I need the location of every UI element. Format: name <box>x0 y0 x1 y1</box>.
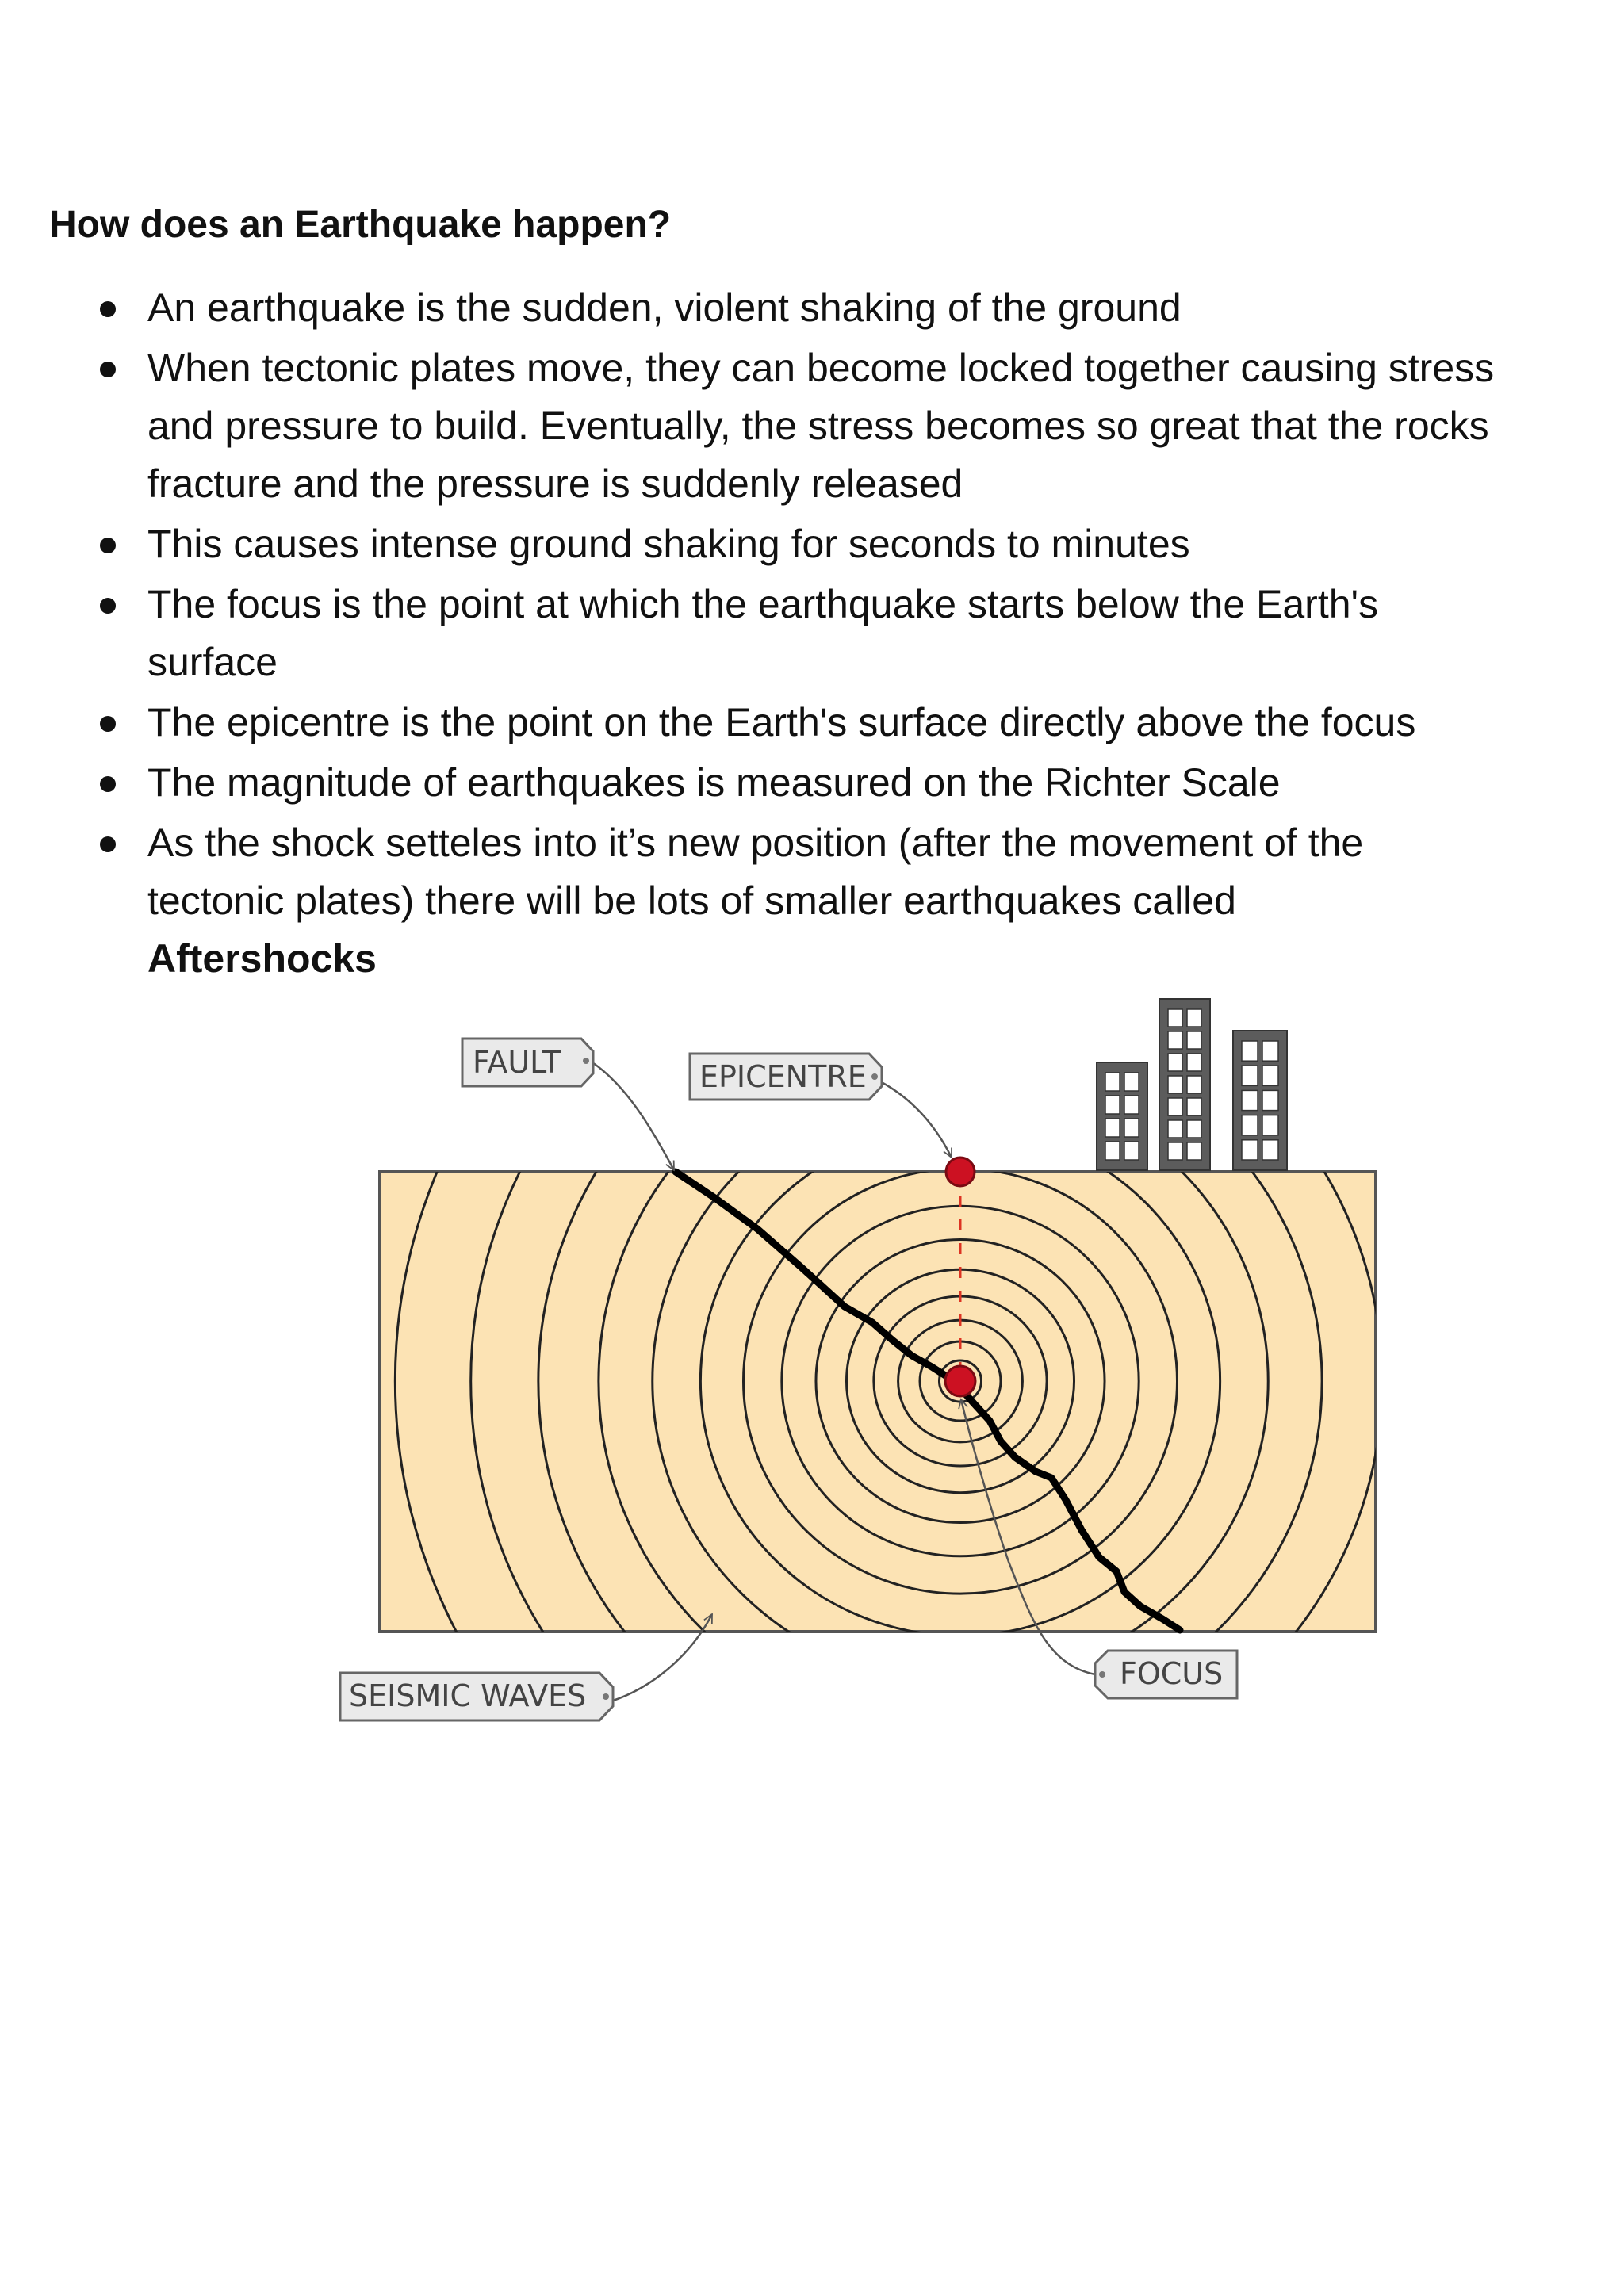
building-window <box>1187 1054 1201 1071</box>
building-window <box>1262 1140 1278 1160</box>
building-window <box>1168 1031 1182 1049</box>
building-window <box>1262 1041 1278 1061</box>
building <box>1097 1062 1147 1170</box>
building-window <box>1105 1119 1120 1137</box>
building-body <box>1233 1031 1287 1170</box>
building-window <box>1168 1054 1182 1071</box>
building-window <box>1124 1142 1139 1160</box>
building-window <box>1168 1098 1182 1115</box>
seismic-waves-label-text: SEISMIC WAVES <box>349 1678 587 1713</box>
building-window <box>1187 1142 1201 1160</box>
building <box>1159 999 1210 1170</box>
building-window <box>1124 1096 1139 1114</box>
epicentre-label-text: EPICENTRE <box>699 1059 867 1094</box>
building-window <box>1168 1120 1182 1138</box>
building-window <box>1168 1076 1182 1093</box>
list-item: This causes intense ground shaking for seconds to minutes <box>147 515 1496 573</box>
list-item: The epicentre is the point on the Earth's surface directly above the focus <box>147 694 1496 752</box>
building-window <box>1242 1115 1258 1135</box>
building-window <box>1124 1119 1139 1137</box>
building-body <box>1097 1062 1147 1170</box>
building-window <box>1242 1090 1258 1110</box>
page-title: How does an Earthquake happen? <box>49 204 672 246</box>
building-window <box>1242 1041 1258 1061</box>
seismic-waves-label <box>340 1673 613 1720</box>
building-window <box>1187 1031 1201 1049</box>
focus-label-text: FOCUS <box>1120 1656 1224 1691</box>
building-window <box>1187 1120 1201 1138</box>
list-item: The magnitude of earthquakes is measured on the Richter Scale <box>147 754 1496 812</box>
building-window <box>1242 1140 1258 1160</box>
aftershocks-term: Aftershocks <box>147 936 377 981</box>
list-item: The focus is the point at which the earthquake starts below the Earth's surface <box>147 576 1496 691</box>
list-item: An earthquake is the sudden, violent shaking of the ground <box>147 279 1496 337</box>
buildings <box>1097 999 1287 1170</box>
building-window <box>1124 1073 1139 1091</box>
epicentre-point <box>946 1158 975 1186</box>
building-window <box>1168 1142 1182 1160</box>
building-window <box>1105 1073 1120 1091</box>
aftershock-sentence: As the shock setteles into it’s new position (after the movement of the tectonic plates) there will be lots of smaller earthquakes called <box>147 821 1364 923</box>
building-window <box>1242 1066 1258 1085</box>
building-window <box>1187 1076 1201 1093</box>
list-item: When tectonic plates move, they can become locked together causing stress and pressure to build. Eventually, the stress becomes so great that the rocks fracture and the pressure is suddenly released <box>147 339 1496 513</box>
focus-label <box>1095 1651 1237 1698</box>
building-window <box>1105 1096 1120 1114</box>
building-window <box>1262 1066 1278 1085</box>
building-window <box>1168 1009 1182 1027</box>
building-window <box>1105 1142 1120 1160</box>
epicentre-arrow <box>879 1081 952 1158</box>
building-window <box>1187 1098 1201 1115</box>
building-body <box>1159 999 1210 1170</box>
fault-label-text: FAULT <box>473 1045 561 1080</box>
ground-block <box>380 1172 1376 1632</box>
fault-arrow <box>592 1062 674 1170</box>
building-window <box>1262 1090 1278 1110</box>
focus-point <box>945 1366 975 1396</box>
epicentre-label <box>690 1054 882 1100</box>
building-window <box>1187 1009 1201 1027</box>
building <box>1233 1031 1287 1170</box>
fault-label <box>462 1039 593 1086</box>
building-window <box>1262 1115 1278 1135</box>
